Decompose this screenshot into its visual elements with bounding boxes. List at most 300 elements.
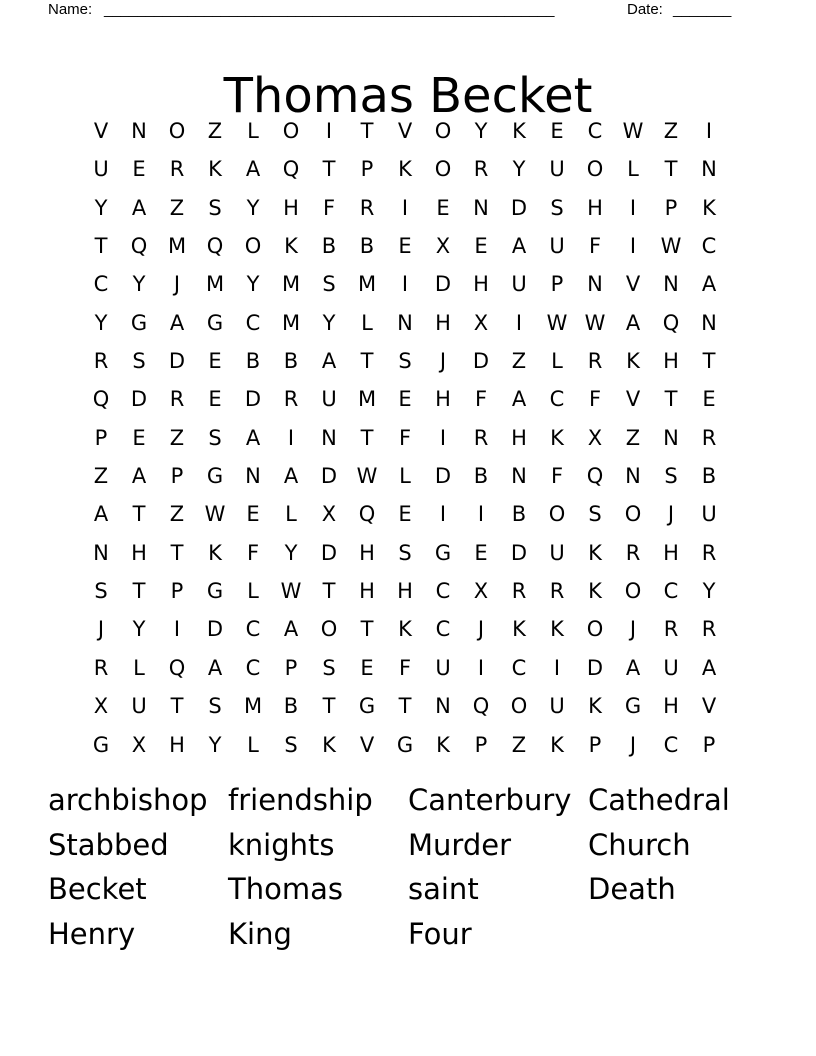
grid-letter: Y bbox=[208, 732, 222, 757]
grid-letter: F bbox=[398, 655, 412, 680]
grid-letter: T bbox=[360, 349, 374, 374]
grid-letter: Q bbox=[282, 157, 300, 182]
grid-letter: K bbox=[208, 157, 222, 182]
grid-letter: F bbox=[322, 195, 336, 220]
grid-letter: C bbox=[435, 617, 451, 642]
grid-letter: U bbox=[511, 272, 527, 297]
grid-letter: T bbox=[322, 694, 336, 719]
grid-letter: K bbox=[702, 195, 716, 220]
grid-letter: J bbox=[629, 617, 637, 642]
grid-letter: I bbox=[477, 502, 485, 527]
grid-letter: E bbox=[398, 234, 412, 259]
grid-letter: V bbox=[359, 732, 375, 757]
grid-letter: T bbox=[170, 540, 184, 565]
grid-letter: R bbox=[625, 540, 641, 565]
word-list-item: Stabbed bbox=[48, 827, 169, 862]
grid-letter: E bbox=[360, 655, 374, 680]
grid-letter: G bbox=[206, 464, 224, 489]
grid-letter: K bbox=[284, 234, 298, 259]
page-title: Thomas Becket bbox=[223, 68, 593, 125]
grid-letter: U bbox=[549, 234, 565, 259]
grid-letter: C bbox=[245, 655, 261, 680]
grid-letter: Z bbox=[511, 732, 527, 757]
grid-letter: X bbox=[587, 425, 603, 450]
word-list bbox=[48, 778, 768, 956]
grid-letter: X bbox=[473, 579, 489, 604]
grid-letter: Y bbox=[702, 579, 716, 604]
grid-letter: K bbox=[550, 425, 564, 450]
grid-letter: G bbox=[130, 310, 148, 335]
grid-letter: A bbox=[245, 157, 261, 182]
grid-letter: A bbox=[131, 464, 147, 489]
grid-letter: G bbox=[434, 540, 452, 565]
grid-letter: B bbox=[321, 234, 337, 259]
grid-letter: U bbox=[321, 387, 337, 412]
grid-letter: D bbox=[244, 387, 262, 412]
grid-letter: Y bbox=[474, 119, 488, 143]
grid-letter: N bbox=[473, 195, 489, 220]
grid-letter: S bbox=[94, 579, 108, 604]
grid-letter: P bbox=[170, 464, 184, 489]
grid-letter: T bbox=[322, 157, 336, 182]
grid-letter: R bbox=[169, 387, 185, 412]
grid-letter: X bbox=[321, 502, 337, 527]
grid-letter: Z bbox=[207, 119, 223, 143]
grid-letter: P bbox=[94, 425, 108, 450]
grid-letter: M bbox=[357, 387, 377, 412]
grid-letter: U bbox=[93, 157, 109, 182]
grid-letter: I bbox=[401, 272, 409, 297]
grid-letter: P bbox=[284, 655, 298, 680]
grid-letter: A bbox=[321, 349, 337, 374]
grid-letter: E bbox=[398, 502, 412, 527]
grid-letter: N bbox=[321, 425, 337, 450]
grid-letter: K bbox=[512, 119, 526, 143]
grid-letter: K bbox=[208, 540, 222, 565]
grid-letter: E bbox=[208, 387, 222, 412]
grid-letter: F bbox=[588, 234, 602, 259]
grid-letter: G bbox=[206, 310, 224, 335]
grid-letter: B bbox=[511, 502, 527, 527]
word-list-item: friendship bbox=[228, 783, 373, 817]
grid-letter: E bbox=[246, 502, 260, 527]
grid-letter: T bbox=[322, 579, 336, 604]
grid-letter: R bbox=[473, 425, 489, 450]
grid-letter: J bbox=[97, 617, 105, 642]
grid-letter: E bbox=[436, 195, 450, 220]
word-list-item: Cathedral bbox=[588, 783, 730, 817]
grid-letter: Y bbox=[132, 272, 146, 297]
grid-letter: I bbox=[705, 119, 713, 143]
grid-letter: I bbox=[439, 425, 447, 450]
grid-letter: S bbox=[284, 732, 298, 757]
grid-letter: M bbox=[167, 234, 187, 259]
grid-letter: K bbox=[626, 349, 640, 374]
grid-letter: J bbox=[439, 349, 447, 374]
grid-letter: D bbox=[168, 349, 186, 374]
grid-letter: D bbox=[320, 464, 338, 489]
grid-letter: U bbox=[549, 694, 565, 719]
grid-letter: Y bbox=[512, 157, 526, 182]
grid-letter: R bbox=[511, 579, 527, 604]
grid-letter: T bbox=[398, 694, 412, 719]
grid-letter: R bbox=[93, 349, 109, 374]
grid-letter: Q bbox=[358, 502, 376, 527]
grid-letter: Q bbox=[130, 234, 148, 259]
grid-letter: B bbox=[283, 349, 299, 374]
grid-letter: N bbox=[511, 464, 527, 489]
grid-letter: V bbox=[625, 272, 641, 297]
grid-letter: Z bbox=[169, 502, 185, 527]
grid-letter: I bbox=[553, 655, 561, 680]
grid-letter: X bbox=[435, 234, 451, 259]
grid-letter: Z bbox=[93, 464, 109, 489]
grid-letter: T bbox=[94, 234, 108, 259]
grid-letter: R bbox=[701, 425, 717, 450]
grid-letter: J bbox=[629, 732, 637, 757]
grid-letter: A bbox=[245, 425, 261, 450]
grid-letter: V bbox=[625, 387, 641, 412]
grid-letter: E bbox=[208, 349, 222, 374]
grid-letter: Q bbox=[586, 464, 604, 489]
grid-letter: C bbox=[511, 655, 527, 680]
grid-letter: E bbox=[132, 157, 146, 182]
grid-letter: O bbox=[548, 502, 566, 527]
grid-letter: H bbox=[511, 425, 527, 450]
grid-letter: S bbox=[132, 349, 146, 374]
grid-letter: C bbox=[663, 579, 679, 604]
grid-letter: H bbox=[473, 272, 489, 297]
word-list-item: archbishop bbox=[48, 783, 208, 817]
grid-letter: K bbox=[322, 732, 336, 757]
grid-letter: B bbox=[701, 464, 717, 489]
grid-letter: S bbox=[588, 502, 602, 527]
name-field[interactable]: ______________________________________________________ bbox=[104, 1, 555, 18]
grid-letter: D bbox=[434, 272, 452, 297]
grid-letter: P bbox=[702, 732, 716, 757]
word-list-item: Church bbox=[588, 827, 691, 862]
grid-letter: W bbox=[356, 464, 378, 489]
grid-letter: W bbox=[622, 119, 644, 143]
grid-letter: X bbox=[93, 694, 109, 719]
grid-letter: W bbox=[584, 310, 606, 335]
grid-letter: S bbox=[664, 464, 678, 489]
grid-letter: P bbox=[170, 579, 184, 604]
grid-letter: A bbox=[625, 655, 641, 680]
grid-letter: O bbox=[244, 234, 262, 259]
grid-letter: B bbox=[283, 694, 299, 719]
grid-letter: P bbox=[664, 195, 678, 220]
grid-letter: L bbox=[247, 579, 259, 604]
grid-letter: S bbox=[208, 425, 222, 450]
grid-letter: O bbox=[624, 502, 642, 527]
grid-letter: K bbox=[588, 540, 602, 565]
grid-letter: O bbox=[586, 157, 604, 182]
grid-letter: U bbox=[549, 540, 565, 565]
grid-letter: H bbox=[663, 349, 679, 374]
grid-letter: M bbox=[243, 694, 263, 719]
grid-letter: R bbox=[701, 540, 717, 565]
grid-letter: O bbox=[510, 694, 528, 719]
grid-letter: K bbox=[512, 617, 526, 642]
grid-letter: R bbox=[663, 617, 679, 642]
grid-letter: C bbox=[245, 310, 261, 335]
grid-letter: I bbox=[629, 195, 637, 220]
grid-letter: F bbox=[588, 387, 602, 412]
grid-letter: H bbox=[397, 579, 413, 604]
word-list-item: Thomas bbox=[228, 872, 343, 906]
grid-letter: D bbox=[320, 540, 338, 565]
grid-letter: P bbox=[360, 157, 374, 182]
grid-letter: X bbox=[131, 732, 147, 757]
grid-letter: M bbox=[281, 272, 301, 297]
grid-letter: N bbox=[701, 310, 717, 335]
grid-letter: N bbox=[663, 272, 679, 297]
grid-letter: J bbox=[173, 272, 181, 297]
grid-letter: C bbox=[701, 234, 717, 259]
grid-letter: I bbox=[477, 655, 485, 680]
grid-letter: Y bbox=[94, 310, 108, 335]
grid-letter: Q bbox=[92, 387, 110, 412]
grid-letter: L bbox=[551, 349, 563, 374]
grid-letter: T bbox=[132, 502, 146, 527]
word-list-item: Canterbury bbox=[408, 783, 572, 817]
grid-letter: E bbox=[702, 387, 716, 412]
grid-letter: W bbox=[280, 579, 302, 604]
grid-letter: D bbox=[434, 464, 452, 489]
grid-letter: V bbox=[701, 694, 717, 719]
grid-letter: S bbox=[322, 272, 336, 297]
word-list-item: knights bbox=[228, 827, 335, 862]
grid-letter: D bbox=[586, 655, 604, 680]
grid-letter: G bbox=[396, 732, 414, 757]
grid-letter: I bbox=[439, 502, 447, 527]
grid-letter: Q bbox=[168, 655, 186, 680]
grid-letter: U bbox=[549, 157, 565, 182]
grid-letter: U bbox=[435, 655, 451, 680]
grid-letter: L bbox=[627, 157, 639, 182]
grid-letter: T bbox=[664, 387, 678, 412]
grid-letter: V bbox=[397, 119, 413, 143]
grid-letter: T bbox=[360, 425, 374, 450]
grid-letter: A bbox=[93, 502, 109, 527]
grid-letter: N bbox=[131, 119, 147, 143]
grid-letter: A bbox=[701, 272, 717, 297]
grid-letter: S bbox=[398, 349, 412, 374]
grid-letter: C bbox=[435, 579, 451, 604]
grid-letter: K bbox=[398, 157, 412, 182]
word-list-item: Becket bbox=[48, 872, 147, 906]
grid-letter: S bbox=[208, 694, 222, 719]
grid-letter: N bbox=[625, 464, 641, 489]
grid-letter: K bbox=[550, 617, 564, 642]
grid-letter: T bbox=[664, 157, 678, 182]
grid-letter: Z bbox=[511, 349, 527, 374]
grid-letter: N bbox=[663, 425, 679, 450]
date-field[interactable]: _______ bbox=[673, 1, 732, 18]
grid-letter: N bbox=[701, 157, 717, 182]
grid-letter: L bbox=[399, 464, 411, 489]
grid-letter: S bbox=[322, 655, 336, 680]
grid-letter: H bbox=[283, 195, 299, 220]
grid-letter: P bbox=[550, 272, 564, 297]
grid-letter: T bbox=[170, 694, 184, 719]
grid-letter: O bbox=[434, 119, 452, 143]
grid-letter: K bbox=[550, 732, 564, 757]
grid-letter: E bbox=[398, 387, 412, 412]
grid-letter: P bbox=[588, 732, 602, 757]
grid-letter: K bbox=[588, 579, 602, 604]
grid-letter: P bbox=[474, 732, 488, 757]
grid-letter: O bbox=[320, 617, 338, 642]
grid-letter: L bbox=[133, 655, 145, 680]
grid-letter: K bbox=[398, 617, 412, 642]
grid-letter: A bbox=[207, 655, 223, 680]
name-label: Name: bbox=[48, 1, 93, 18]
grid-letter: A bbox=[169, 310, 185, 335]
grid-letter: D bbox=[206, 617, 224, 642]
grid-letter: H bbox=[359, 579, 375, 604]
grid-letter: D bbox=[510, 540, 528, 565]
grid-letter: T bbox=[360, 119, 374, 143]
grid-letter: X bbox=[473, 310, 489, 335]
grid-letter: E bbox=[474, 234, 488, 259]
grid-letter: Y bbox=[284, 540, 298, 565]
grid-letter: F bbox=[246, 540, 260, 565]
grid-letter: H bbox=[663, 694, 679, 719]
grid-letter: S bbox=[550, 195, 564, 220]
grid-letter: O bbox=[586, 617, 604, 642]
grid-letter: K bbox=[588, 694, 602, 719]
grid-letter: B bbox=[245, 349, 261, 374]
grid-letter: F bbox=[398, 425, 412, 450]
grid-letter: R bbox=[283, 387, 299, 412]
grid-letter: L bbox=[361, 310, 373, 335]
grid-letter: E bbox=[132, 425, 146, 450]
grid-letter: N bbox=[397, 310, 413, 335]
grid-letter: A bbox=[131, 195, 147, 220]
grid-letter: A bbox=[701, 655, 717, 680]
grid-letter: A bbox=[511, 234, 527, 259]
grid-letter: O bbox=[282, 119, 300, 143]
grid-letter: T bbox=[132, 579, 146, 604]
grid-letter: B bbox=[473, 464, 489, 489]
grid-letter: B bbox=[359, 234, 375, 259]
grid-letter: A bbox=[283, 464, 299, 489]
grid-letter: Y bbox=[322, 310, 336, 335]
grid-letter: Q bbox=[662, 310, 680, 335]
grid-letter: T bbox=[360, 617, 374, 642]
grid-letter: F bbox=[550, 464, 564, 489]
grid-letter: I bbox=[287, 425, 295, 450]
grid-letter: N bbox=[245, 464, 261, 489]
word-list-item: saint bbox=[408, 872, 479, 906]
word-list-item: Death bbox=[588, 872, 676, 906]
grid-letter: G bbox=[206, 579, 224, 604]
grid-letter: R bbox=[359, 195, 375, 220]
date-label: Date: bbox=[627, 1, 663, 18]
grid-letter: U bbox=[663, 655, 679, 680]
word-list-item: Henry bbox=[48, 916, 136, 951]
grid-letter: W bbox=[660, 234, 682, 259]
grid-letter: G bbox=[92, 732, 110, 757]
grid-letter: S bbox=[398, 540, 412, 565]
grid-letter: I bbox=[401, 195, 409, 220]
word-list-item: Murder bbox=[408, 827, 511, 862]
grid-letter: M bbox=[281, 310, 301, 335]
grid-letter: C bbox=[245, 617, 261, 642]
grid-letter: Y bbox=[246, 272, 260, 297]
grid-letter: I bbox=[173, 617, 181, 642]
grid-letter: N bbox=[435, 694, 451, 719]
grid-letter: H bbox=[131, 540, 147, 565]
grid-letter: C bbox=[663, 732, 679, 757]
grid-letter: E bbox=[550, 119, 564, 143]
grid-letter: Q bbox=[206, 234, 224, 259]
grid-letter: H bbox=[169, 732, 185, 757]
grid-letter: F bbox=[474, 387, 488, 412]
grid-letter: R bbox=[549, 579, 565, 604]
grid-letter: D bbox=[472, 349, 490, 374]
grid-letter: W bbox=[204, 502, 226, 527]
word-search-grid bbox=[82, 112, 728, 764]
grid-letter: Z bbox=[625, 425, 641, 450]
grid-letter: H bbox=[435, 387, 451, 412]
grid-letter: R bbox=[169, 157, 185, 182]
grid-letter: M bbox=[357, 272, 377, 297]
grid-letter: Q bbox=[472, 694, 490, 719]
grid-letter: E bbox=[474, 540, 488, 565]
grid-letter: C bbox=[587, 119, 603, 143]
grid-letter: R bbox=[93, 655, 109, 680]
grid-letter: H bbox=[359, 540, 375, 565]
grid-letter: R bbox=[473, 157, 489, 182]
grid-letter: Y bbox=[246, 195, 260, 220]
grid-letter: I bbox=[515, 310, 523, 335]
grid-letter: V bbox=[93, 119, 109, 143]
grid-letter: R bbox=[587, 349, 603, 374]
word-list-item: King bbox=[228, 916, 292, 951]
grid-letter: I bbox=[629, 234, 637, 259]
grid-letter: L bbox=[285, 502, 297, 527]
grid-letter: O bbox=[168, 119, 186, 143]
grid-letter: U bbox=[131, 694, 147, 719]
grid-letter: J bbox=[667, 502, 675, 527]
grid-letter: Y bbox=[132, 617, 146, 642]
grid-letter: S bbox=[208, 195, 222, 220]
grid-letter: Z bbox=[169, 195, 185, 220]
grid-letter: C bbox=[93, 272, 109, 297]
grid-letter: D bbox=[510, 195, 528, 220]
grid-letter: N bbox=[587, 272, 603, 297]
grid-letter: C bbox=[549, 387, 565, 412]
grid-letter: O bbox=[624, 579, 642, 604]
grid-letter: L bbox=[247, 119, 259, 143]
grid-letter: K bbox=[436, 732, 450, 757]
grid-letter: M bbox=[205, 272, 225, 297]
grid-letter: Y bbox=[94, 195, 108, 220]
grid-letter: L bbox=[247, 732, 259, 757]
grid-letter: N bbox=[93, 540, 109, 565]
grid-letter: G bbox=[358, 694, 376, 719]
grid-letter: T bbox=[702, 349, 716, 374]
grid-letter: H bbox=[663, 540, 679, 565]
grid-letter: H bbox=[587, 195, 603, 220]
grid-letter: J bbox=[477, 617, 485, 642]
grid-letter: I bbox=[325, 119, 333, 143]
grid-letter: G bbox=[624, 694, 642, 719]
grid-letter: A bbox=[283, 617, 299, 642]
